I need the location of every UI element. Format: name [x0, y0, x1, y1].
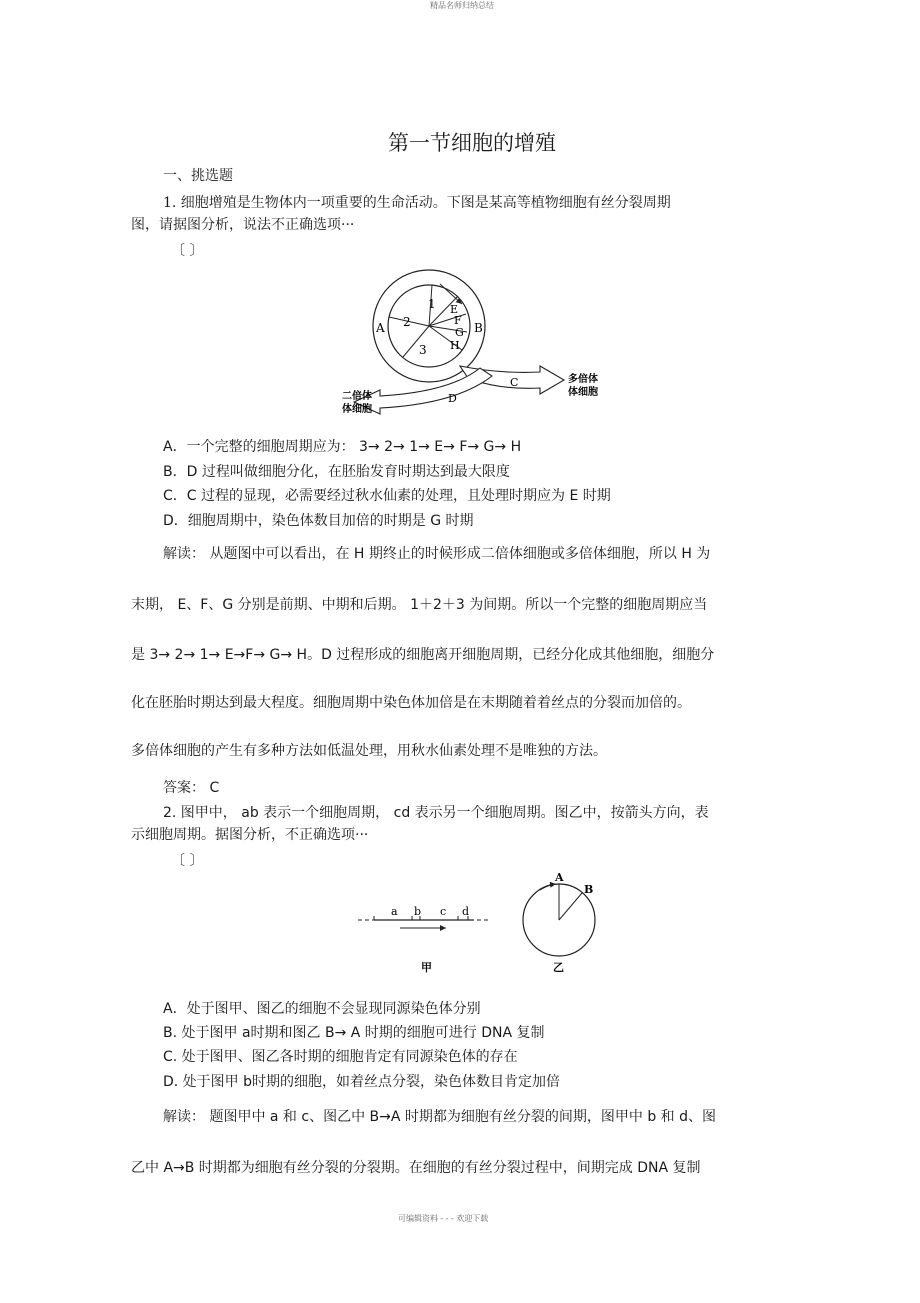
arrow-d — [354, 368, 492, 414]
diploid-label: 二倍体 — [342, 391, 372, 402]
sector-label: 3 — [419, 343, 427, 357]
page-footer: 可编辑资料 - - - 欢迎下载 — [398, 1214, 489, 1223]
circle-label-a: A — [555, 871, 564, 884]
sector-label: 1 — [428, 297, 436, 311]
q2-answer-bracket: 〔 〕 — [171, 853, 204, 869]
diploid-label: 体细胞 — [342, 404, 372, 415]
ring-label: A — [376, 321, 385, 335]
arrow-c-label: C — [510, 376, 519, 389]
q1-option-c: C．C 过程的显现，必需要经过秋水仙素的处理，且处理时期应为 E 时期 — [163, 488, 611, 504]
section-heading: 一、挑选题 — [163, 168, 233, 184]
q1-option-d: D．细胞周期中，染色体数目加倍的时期是 G 时期 — [163, 513, 474, 529]
timeline-label: a — [391, 905, 398, 918]
phase-label: G — [455, 326, 464, 339]
page-title: 第一节细胞的增殖 — [388, 131, 556, 155]
q2-stem-line1: 2. 图甲中， ab 表示一个细胞周期， cd 表示另一个细胞周期。图乙中，按箭头方向，表 — [163, 805, 709, 821]
q1-explanation-line1: 解读： 从题图中可以看出，在 H 期终止的时候形成二倍体细胞或多倍体细胞，所以 H 为 — [163, 546, 711, 562]
q1-explanation-line2: 末期， E、F、G 分别是前期、中期和后期。 1＋2＋3 为间期。所以一个完整的细胞周期应当 — [131, 597, 708, 613]
cycle-figures — [350, 868, 610, 976]
ring-label: B — [474, 321, 483, 335]
arrow-d-label: D — [448, 392, 457, 405]
cell-cycle-diagram — [340, 262, 640, 420]
q2-option-d: D. 处于图甲 b时期的细胞，如着丝点分裂，染色体数目肯定加倍 — [163, 1074, 561, 1090]
phase-label: F — [454, 314, 462, 327]
polyploid-label: 多倍体 — [568, 374, 598, 385]
circle-label-b: B — [584, 883, 594, 896]
page-header: 精品名师归纳总结 — [430, 1, 494, 10]
figure-caption-yi: 乙 — [553, 961, 564, 974]
q2-option-a: A．处于图甲、图乙的细胞不会显现同源染色体分别 — [163, 1001, 481, 1017]
q2-option-c: C. 处于图甲、图乙各时期的细胞肯定有同源染色体的存在 — [163, 1049, 518, 1065]
q1-answer-bracket: 〔 〕 — [171, 243, 204, 259]
timeline-label: b — [414, 905, 422, 918]
sector-label: 2 — [403, 315, 411, 329]
q1-option-b: B．D 过程叫做细胞分化，在胚胎发育时期达到最大限度 — [163, 464, 510, 480]
q1-answer: 答案： C — [163, 780, 220, 796]
timeline-label: c — [440, 905, 447, 918]
q2-explanation-line2: 乙中 A→B 时期都为细胞有丝分裂的分裂期。在细胞的有丝分裂过程中，间期完成 DNA 复制 — [131, 1160, 701, 1176]
q2-explanation-line1: 解读： 题图甲中 a 和 c、图乙中 B→A 时期都为细胞有丝分裂的间期，图甲中 b 和 d、图 — [163, 1109, 717, 1125]
figure-caption-jia: 甲 — [421, 961, 432, 974]
circle-arrow — [540, 884, 556, 890]
q1-explanation-line3: 是 3→ 2→ 1→ E→F→ G→ H。D 过程形成的细胞离开细胞周期，已经分化成其他细胞，细胞分 — [131, 647, 715, 663]
q2-option-b: B. 处于图甲 a时期和图乙 B→ A 时期的细胞可进行 DNA 复制 — [163, 1025, 545, 1041]
timeline-label: d — [462, 905, 470, 918]
q1-explanation-line4: 化在胚胎时期达到最大程度。细胞周期中染色体加倍是在末期随着着丝点的分裂而加倍的。 — [131, 695, 691, 711]
q2-stem-line2: 示细胞周期。据图分析，不正确选项··· — [131, 827, 369, 843]
polyploid-label: 体细胞 — [568, 387, 598, 398]
phase-label: E — [450, 303, 459, 316]
q1-stem-line1: 1. 细胞增殖是生物体内一项重要的生命活动。下图是某高等植物细胞有丝分裂周期 — [163, 195, 671, 211]
q1-stem-line2: 图，请据图分析，说法不正确选项··· — [131, 217, 355, 233]
q1-explanation-line5: 多倍体细胞的产生有多种方法如低温处理，用秋水仙素处理不是唯独的方法。 — [131, 743, 607, 759]
radius-b — [559, 893, 582, 920]
q1-option-a: A．一个完整的细胞周期应为： 3→ 2→ 1→ E→ F→ G→ H — [163, 439, 522, 455]
cycle-arrow — [440, 284, 462, 304]
phase-label: H — [450, 339, 460, 352]
